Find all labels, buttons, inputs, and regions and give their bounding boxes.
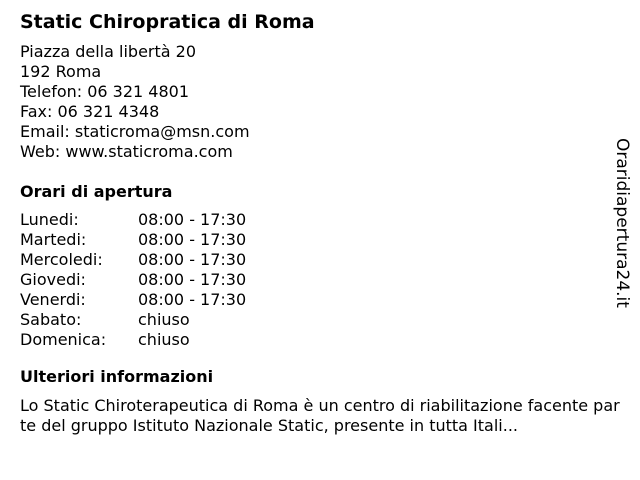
business-listing [20,8,620,436]
fax-number: Fax: 06 321 4348 [20,102,160,121]
day-hours: chiuso [138,310,190,329]
opening-hours-table [20,210,620,350]
day-label: Domenica: [20,330,107,349]
opening-hours-heading: Orari di apertura [20,182,173,201]
hours-row-monday [20,210,620,230]
day-label: Venerdi: [20,290,86,309]
business-name: Static Chiropratica di Roma [20,11,315,33]
hours-row-tuesday [20,230,620,250]
website-address: Web: www.staticroma.com [20,142,233,161]
day-label: Mercoledi: [20,250,103,269]
day-label: Sabato: [20,310,82,329]
hours-row-sunday [20,330,620,350]
day-hours: chiuso [138,330,190,349]
day-hours: 08:00 - 17:30 [138,230,247,249]
contact-block [20,42,620,162]
site-watermark: Oraridiapertura24.it [612,138,632,308]
hours-row-thursday [20,270,620,290]
day-hours: 08:00 - 17:30 [138,270,247,289]
day-label: Martedi: [20,230,87,249]
hours-row-friday [20,290,620,310]
further-info-text: Lo Static Chiroterapeutica di Roma è un centro di riabilitazione facente parte del gruppo Istituto Nazionale Static, presente in tutta Itali... [20,396,620,435]
further-info-heading: Ulteriori informazioni [20,367,214,386]
day-hours: 08:00 - 17:30 [138,290,247,309]
day-hours: 08:00 - 17:30 [138,210,247,229]
hours-row-saturday [20,310,620,330]
phone-number: Telefon: 06 321 4801 [20,82,190,101]
address-city: 192 Roma [20,62,102,81]
hours-row-wednesday [20,250,620,270]
day-label: Lunedi: [20,210,79,229]
day-hours: 08:00 - 17:30 [138,250,247,269]
day-label: Giovedi: [20,270,86,289]
email-address: Email: staticroma@msn.com [20,122,250,141]
address-street: Piazza della libertà 20 [20,42,197,61]
